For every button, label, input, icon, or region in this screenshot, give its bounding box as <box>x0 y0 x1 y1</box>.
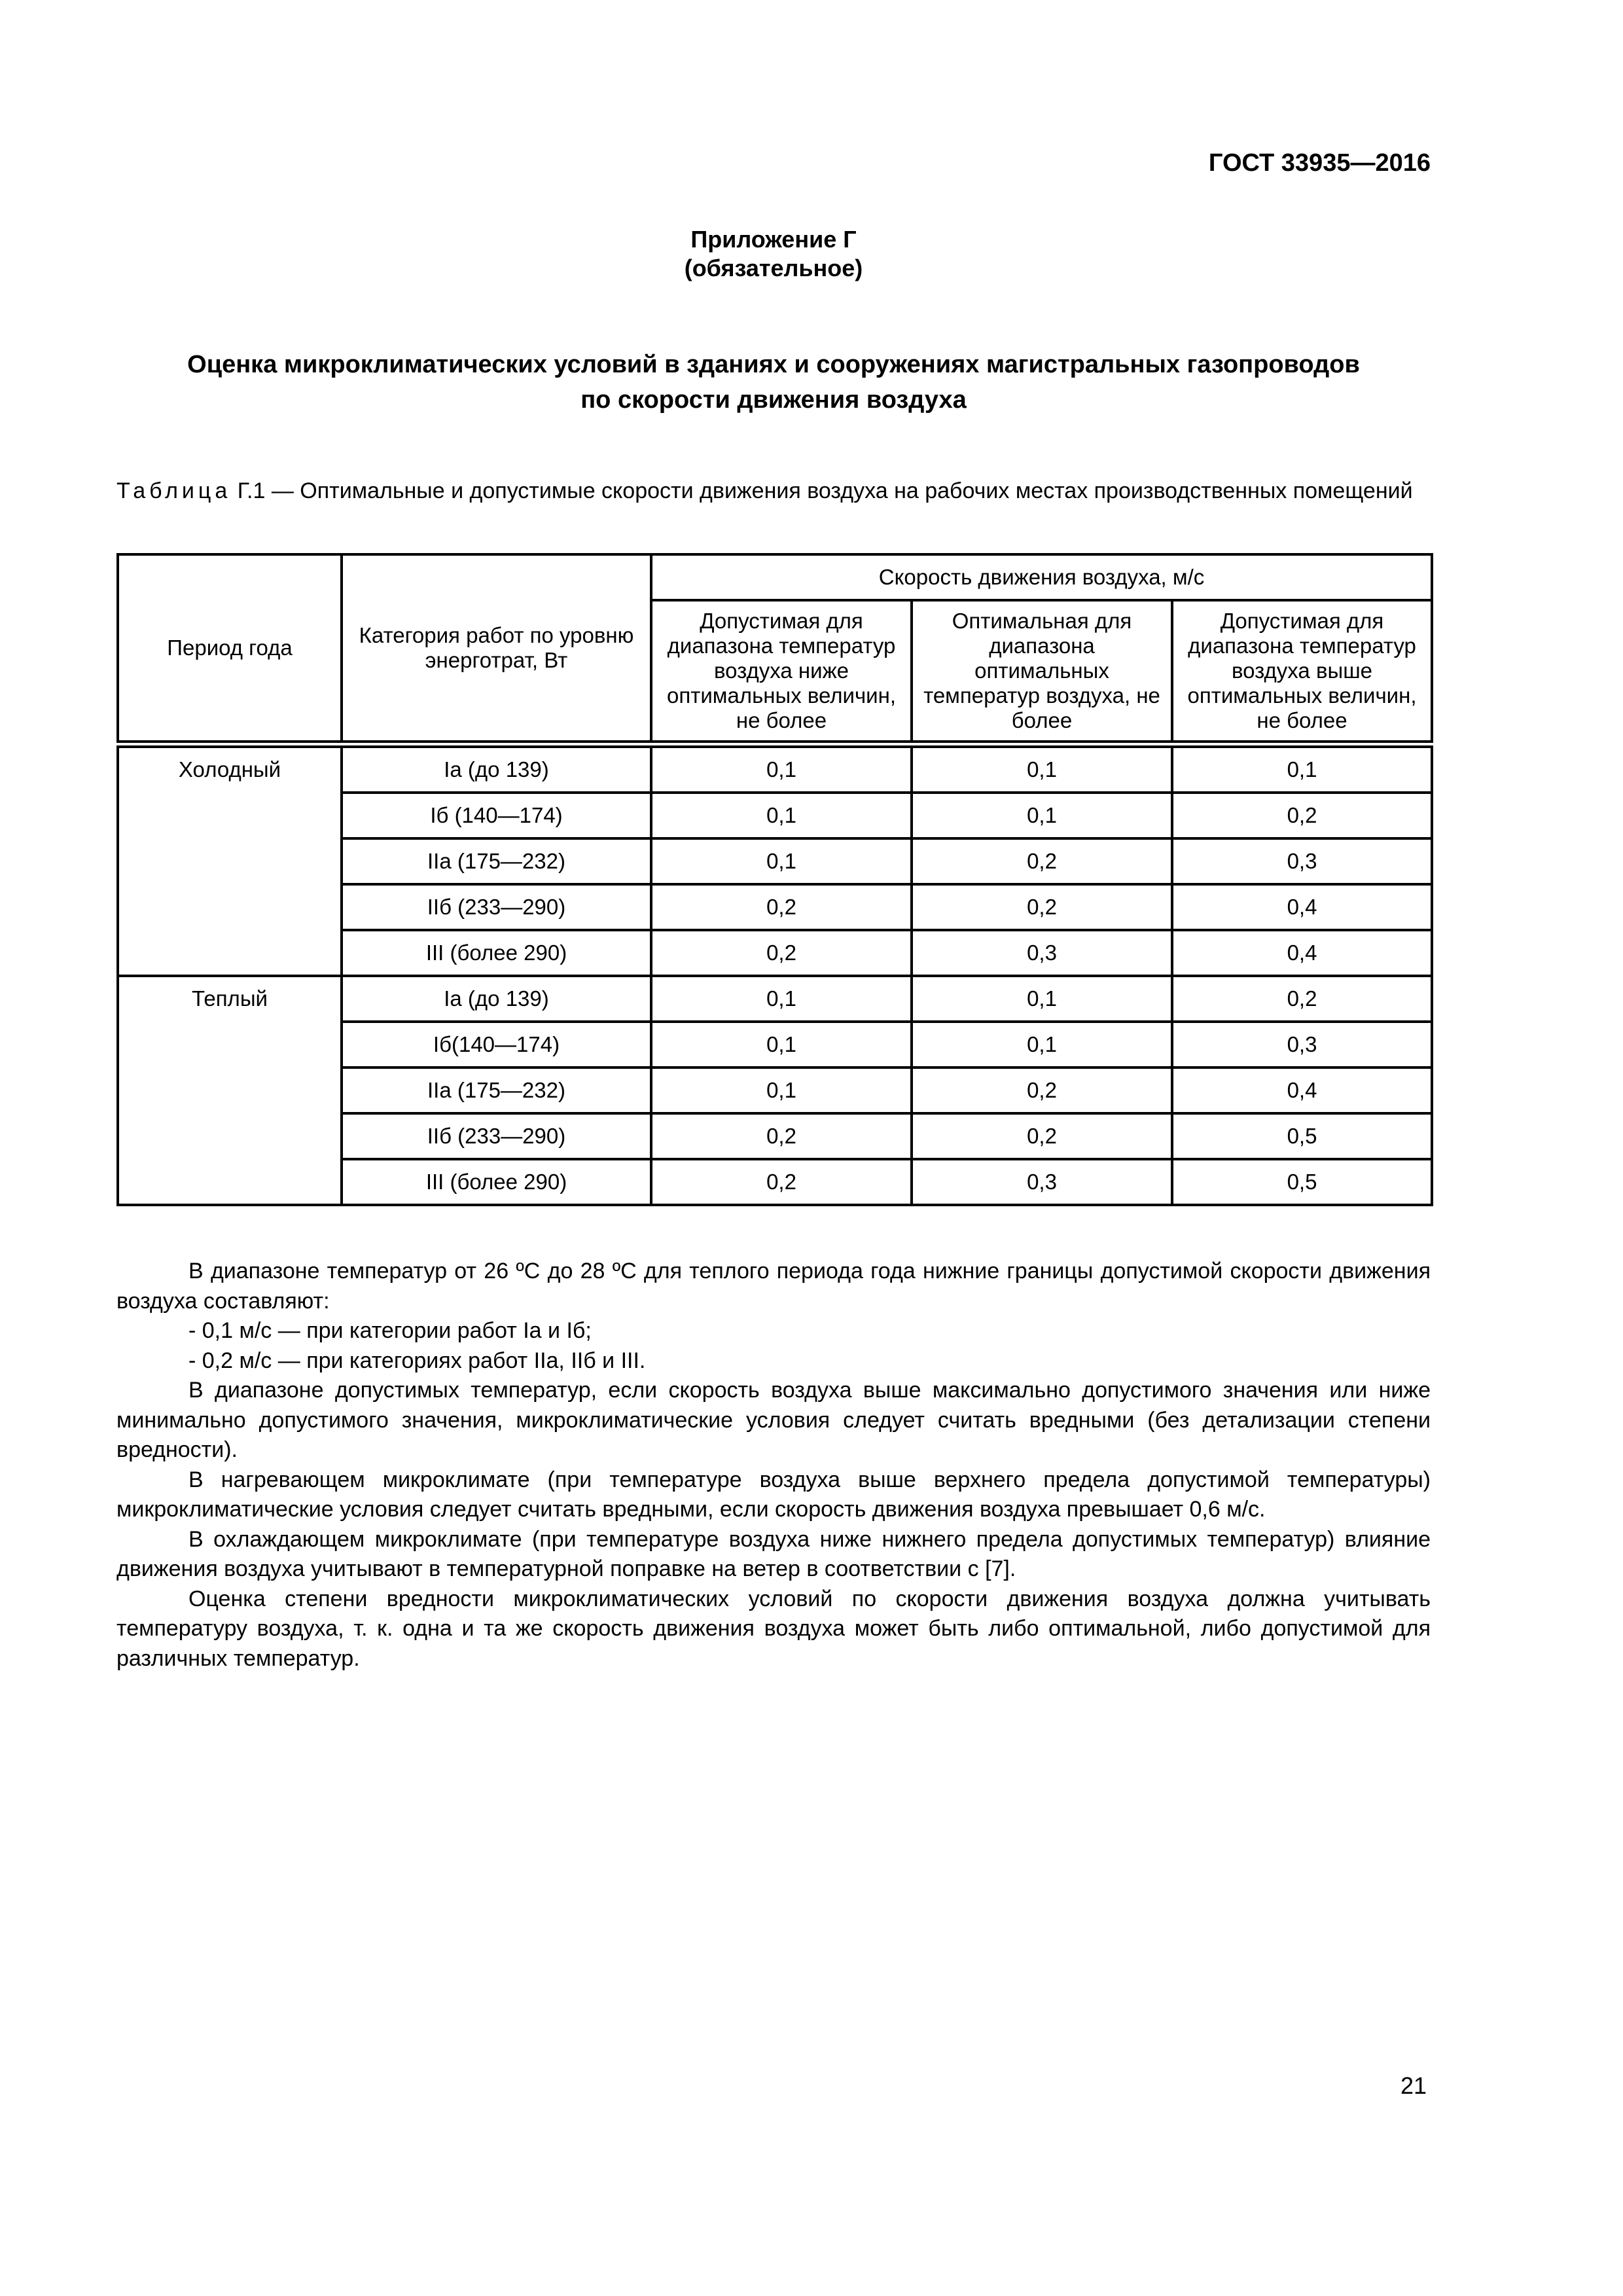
value-below: 0,2 <box>651 1159 912 1205</box>
value-above: 0,4 <box>1172 930 1432 976</box>
category-cell: IIа (175—232) <box>342 1067 651 1113</box>
category-cell: III (более 290) <box>342 1159 651 1205</box>
value-above: 0,3 <box>1172 1022 1432 1067</box>
header-category: Категория работ по уровню энерготрат, Вт <box>342 554 651 744</box>
value-optimal: 0,1 <box>912 793 1172 838</box>
paragraph: Оценка степени вредности микроклиматических условий по скорости движения воздуха должна учитывать температуру воздуха, т. к. одна и та же скорость движения воздуха может быть либо оптимальной, либо допустимой для различных температур. <box>116 1586 1431 1671</box>
value-below: 0,2 <box>651 884 912 930</box>
category-cell: Iа (до 139) <box>342 744 651 793</box>
category-cell: IIа (175—232) <box>342 838 651 884</box>
page-title <box>116 347 1431 418</box>
value-above: 0,2 <box>1172 793 1432 838</box>
table-row <box>118 976 1432 1022</box>
paragraph: В охлаждающем микроклимате (при температуре воздуха ниже нижнего предела допустимых температур) влияние движения воздуха учитывают в температурной поправке на ветер в соответствии с [7]. <box>116 1526 1431 1581</box>
header-col-below: Допустимая для диапазона температур воздуха ниже оптимальных величин, не более <box>651 600 912 744</box>
title-line-2: по скорости движения воздуха <box>580 386 967 414</box>
table-caption <box>116 476 1431 505</box>
value-optimal: 0,1 <box>912 1022 1172 1067</box>
value-below: 0,1 <box>651 744 912 793</box>
paragraph: В диапазоне допустимых температур, если скорость воздуха выше максимально допустимого значения или ниже минимально допустимого значения, микроклиматические условия следует считать вредными (без детализации степени вредности). <box>116 1378 1431 1462</box>
body-text <box>116 1257 1431 1674</box>
value-optimal: 0,1 <box>912 744 1172 793</box>
paragraph: В нагревающем микроклимате (при температуре воздуха выше верхнего предела допустимой температуры) микроклиматические условия следует считать вредными, если скорость движения воздуха превышает 0,6 м/с. <box>116 1467 1431 1522</box>
title-line-1: Оценка микроклиматических условий в зданиях и сооружениях магистральных газопроводов <box>187 351 1360 378</box>
value-above: 0,5 <box>1172 1113 1432 1159</box>
value-optimal: 0,3 <box>912 930 1172 976</box>
value-above: 0,3 <box>1172 838 1432 884</box>
appendix-heading <box>0 225 1547 283</box>
value-above: 0,1 <box>1172 744 1432 793</box>
period-cell: Теплый <box>118 976 342 1205</box>
list-item: - 0,2 м/с — при категориях работ IIа, IIб и III. <box>188 1348 646 1373</box>
value-below: 0,1 <box>651 1067 912 1113</box>
value-above: 0,2 <box>1172 976 1432 1022</box>
value-optimal: 0,3 <box>912 1159 1172 1205</box>
category-cell: Iб(140—174) <box>342 1022 651 1067</box>
header-col-optimal: Оптимальная для диапазона оптимальных температур воздуха, не более <box>912 600 1172 744</box>
header-period: Период года <box>118 554 342 744</box>
value-above: 0,4 <box>1172 884 1432 930</box>
category-cell: Iб (140—174) <box>342 793 651 838</box>
value-below: 0,2 <box>651 1113 912 1159</box>
value-optimal: 0,2 <box>912 1113 1172 1159</box>
value-above: 0,5 <box>1172 1159 1432 1205</box>
air-speed-table <box>116 553 1433 1206</box>
table-caption-text: Г.1 — Оптимальные и допустимые скорости движения воздуха на рабочих местах производственных помещений <box>231 478 1413 503</box>
value-optimal: 0,1 <box>912 976 1172 1022</box>
value-below: 0,1 <box>651 838 912 884</box>
value-optimal: 0,2 <box>912 884 1172 930</box>
value-optimal: 0,2 <box>912 838 1172 884</box>
value-optimal: 0,2 <box>912 1067 1172 1113</box>
standard-code: ГОСТ 33935—2016 <box>1208 149 1431 177</box>
list-item: - 0,1 м/с — при категории работ Iа и Iб; <box>188 1318 592 1343</box>
value-below: 0,1 <box>651 1022 912 1067</box>
appendix-status: (обязательное) <box>684 255 863 281</box>
category-cell: Iа (до 139) <box>342 976 651 1022</box>
value-below: 0,1 <box>651 976 912 1022</box>
value-below: 0,1 <box>651 793 912 838</box>
table-row <box>118 744 1432 793</box>
header-speed-group: Скорость движения воздуха, м/с <box>651 554 1432 600</box>
table-caption-prefix: Таблица <box>116 478 232 503</box>
period-cell: Холодный <box>118 744 342 976</box>
category-cell: III (более 290) <box>342 930 651 976</box>
page-number: 21 <box>1400 2072 1427 2099</box>
appendix-label: Приложение Г <box>690 226 857 253</box>
paragraph: В диапазоне температур от 26 ºС до 28 ºС для теплого периода года нижние границы допустимой скорости движения воздуха составляют: <box>116 1259 1431 1314</box>
category-cell: IIб (233—290) <box>342 1113 651 1159</box>
value-below: 0,2 <box>651 930 912 976</box>
header-col-above: Допустимая для диапазона температур воздуха выше оптимальных величин, не более <box>1172 600 1432 744</box>
value-above: 0,4 <box>1172 1067 1432 1113</box>
category-cell: IIб (233—290) <box>342 884 651 930</box>
